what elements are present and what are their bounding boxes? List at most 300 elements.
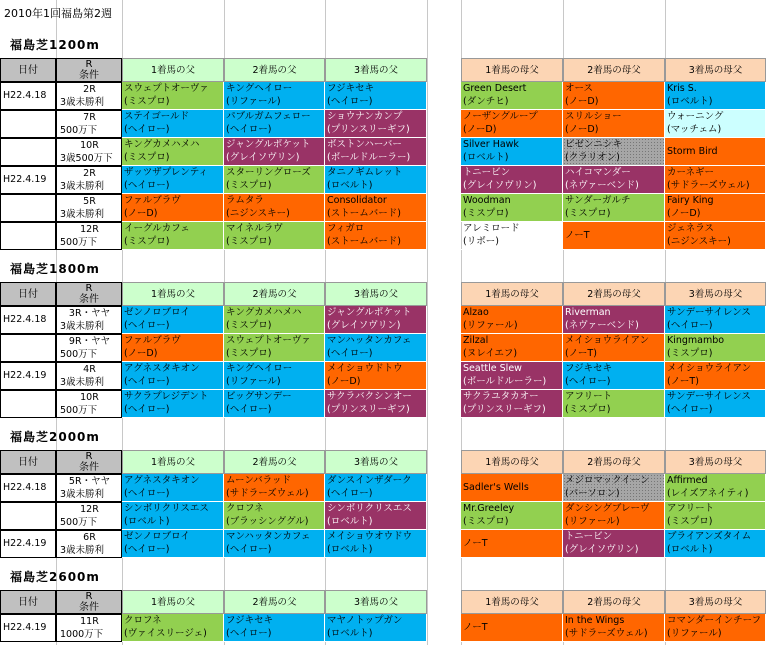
sire-2-cell: [224, 110, 325, 138]
horse-name: クロフネ: [124, 615, 162, 626]
horse-name: メイショウライアン: [667, 363, 752, 374]
header-dam-sire-label: 2着馬の母父: [587, 457, 641, 468]
horse-line: (ロベルト): [327, 516, 373, 527]
dam-sire-2-cell: [563, 110, 665, 138]
horse-line: (ノーD): [565, 96, 599, 107]
header-sire-label: 2着馬の父: [252, 597, 297, 608]
sire-3-cell: [325, 194, 427, 222]
horse-name: ジェネラス: [667, 223, 715, 234]
section-title: 福島芝2600m: [10, 570, 100, 584]
header-sire-3: [325, 282, 427, 306]
dam-sire-2-cell: [563, 138, 665, 166]
header-sire-label: 2着馬の父: [252, 457, 297, 468]
horse-line: (プリンスリーギフ): [327, 124, 410, 135]
sire-2-cell: [224, 362, 325, 390]
sire-2-cell: [224, 194, 325, 222]
horse-name: Consolidator: [327, 195, 387, 206]
horse-name: マイネルラヴ: [226, 223, 283, 234]
race-date: [0, 530, 56, 558]
dam-sire-3-cell: [665, 194, 766, 222]
horse-name: ザッツザプレンティ: [124, 167, 208, 178]
horse-name: サンダーガルチ: [565, 195, 631, 206]
horse-line: (ミスプロ): [226, 320, 272, 331]
horse-line: (ノーD): [667, 208, 701, 219]
race-number: 2R: [83, 84, 96, 95]
horse-line: (ノーD): [124, 348, 158, 359]
race-date: [0, 306, 56, 334]
dam-sire-1-cell: [461, 530, 563, 558]
dam-sire-1-cell: [461, 614, 563, 642]
horse-line: (ダンチヒ): [463, 96, 509, 107]
horse-line: (ロベルト): [463, 152, 509, 163]
dam-sire-2-cell: [563, 306, 665, 334]
dam-sire-3-cell: [665, 110, 766, 138]
header-sire-2: [224, 450, 325, 474]
horse-name: シンボリクリスエス: [327, 503, 412, 514]
race-date: [0, 502, 56, 530]
header-race: [56, 590, 122, 614]
dam-sire-3-cell: [665, 166, 766, 194]
horse-name: フィガロ: [327, 223, 365, 234]
race-number: 10R: [80, 392, 99, 403]
race-condition: 500万下: [60, 405, 98, 416]
horse-line: (ヘイロー): [124, 544, 170, 555]
race-info: [56, 82, 122, 110]
horse-name: ブライアンズタイム: [667, 531, 752, 542]
sire-3-cell: [325, 82, 427, 110]
header-dam-sire-3: [665, 450, 766, 474]
horse-name: ファルブラヴ: [124, 195, 181, 206]
dam-sire-1-cell: [461, 138, 563, 166]
sheet-title: 2010年1回福島第2週: [4, 7, 112, 20]
sire-2-cell: [224, 334, 325, 362]
race-info: [56, 334, 122, 362]
header-sire-1: [122, 590, 224, 614]
horse-line: (ミスプロ): [463, 516, 509, 527]
header-race: [56, 58, 122, 82]
header-sire-label: 1着馬の父: [150, 457, 196, 468]
race-info: [56, 530, 122, 558]
horse-name: カーネギー: [667, 167, 715, 178]
horse-line: (ロベルト): [667, 96, 713, 107]
sire-3-cell: [325, 474, 427, 502]
dam-sire-2-cell: [563, 334, 665, 362]
horse-line: (ネヴァーベンド): [565, 320, 639, 331]
race-info: [56, 502, 122, 530]
dam-sire-2-cell: [563, 502, 665, 530]
dam-sire-3-cell: [665, 362, 766, 390]
horse-name: ノーザングループ: [463, 111, 538, 122]
race-number: 5R: [83, 196, 96, 207]
header-sire-label: 3着馬の父: [353, 289, 399, 300]
header-sire-3: [325, 590, 427, 614]
horse-name: メイショウオウドウ: [327, 531, 413, 542]
dam-sire-1-cell: [461, 502, 563, 530]
header-race-cond: 条件: [79, 602, 99, 613]
horse-line: (ミスプロ): [667, 516, 713, 527]
horse-line: (ノーD): [463, 124, 497, 135]
horse-line: (サドラーズウェル): [667, 180, 750, 191]
race-date-text: H22.4.19: [3, 174, 47, 185]
horse-line: (ヘイロー): [327, 96, 373, 107]
sire-2-cell: [224, 82, 325, 110]
race-number: 7R: [83, 112, 96, 123]
horse-line: (ヘイロー): [327, 348, 373, 359]
header-sire-label: 1着馬の父: [150, 289, 196, 300]
header-dam-sire-2: [563, 282, 665, 306]
horse-line: (ストームバード): [327, 236, 401, 247]
horse-line: (ヘイロー): [226, 124, 272, 135]
race-number: 3R・ヤヤ: [68, 308, 111, 319]
horse-line: (ロベルト): [327, 628, 373, 639]
dam-sire-1-cell: [461, 194, 563, 222]
race-condition: 500万下: [60, 125, 98, 136]
header-sire-1: [122, 282, 224, 306]
horse-name: ボストンハーバー: [327, 139, 402, 150]
horse-line: (サドラーズウェル): [226, 488, 309, 499]
race-number: 6R: [83, 532, 96, 543]
horse-name: ジャングルポケット: [327, 307, 412, 318]
horse-name: ゼンノロブロイ: [124, 531, 190, 542]
race-date: [0, 194, 56, 222]
horse-name: ビゼンニシキ: [565, 139, 623, 150]
horse-name: ビッグサンデー: [226, 391, 292, 402]
race-info: [56, 362, 122, 390]
race-condition: 3歳未勝利: [60, 97, 105, 108]
race-date: [0, 614, 56, 642]
header-dam-sire-label: 2着馬の母父: [587, 597, 641, 608]
horse-line: (ヘイロー): [226, 628, 272, 639]
header-race-cond: 条件: [79, 462, 99, 473]
header-dam-sire-label: 3着馬の母父: [688, 65, 743, 76]
horse-line: (プリンスリーギフ): [463, 404, 546, 415]
header-sire-3: [325, 58, 427, 82]
horse-line: (ニジンスキー): [226, 208, 290, 219]
horse-name: ノーT: [463, 622, 488, 633]
horse-name: クロフネ: [226, 503, 264, 514]
horse-line: (ミスプロ): [463, 208, 509, 219]
horse-line: (ストームバード): [327, 208, 401, 219]
horse-name: Sadler's Wells: [463, 482, 529, 493]
header-sire-2: [224, 590, 325, 614]
horse-line: (グレイソヴリン): [463, 180, 537, 191]
dam-sire-3-cell: [665, 614, 766, 642]
horse-line: (ミスプロ): [124, 152, 170, 163]
horse-line: (ニジンスキー): [667, 236, 731, 247]
race-number: 12R: [80, 224, 99, 235]
race-date: [0, 82, 56, 110]
horse-name: Silver Hawk: [463, 139, 519, 150]
race-date: [0, 138, 56, 166]
race-number: 11R: [80, 616, 99, 627]
sire-1-cell: [122, 474, 224, 502]
section-title: 福島芝1200m: [10, 38, 100, 52]
sire-1-cell: [122, 166, 224, 194]
header-date-label: 日付: [18, 597, 38, 608]
horse-name: Fairy King: [667, 195, 714, 206]
header-race-r: R: [85, 451, 93, 462]
horse-line: (リファール): [226, 96, 281, 107]
horse-line: (ミスプロ): [565, 208, 611, 219]
dam-sire-3-cell: [665, 306, 766, 334]
race-date: [0, 110, 56, 138]
section-title: 福島芝1800m: [10, 262, 100, 276]
race-date: [0, 390, 56, 418]
sire-3-cell: [325, 362, 427, 390]
header-sire-3: [325, 450, 427, 474]
horse-line: (ミスプロ): [124, 96, 170, 107]
dam-sire-3-cell: [665, 502, 766, 530]
horse-name: Kingmambo: [667, 335, 725, 346]
dam-sire-1-cell: [461, 166, 563, 194]
horse-line: (ボールドルーラー): [327, 152, 411, 163]
horse-line: (レイズアネイティ): [667, 488, 749, 499]
horse-line: (ヘイロー): [327, 488, 373, 499]
horse-line: (ミスプロ): [565, 404, 611, 415]
horse-name: アグネスタキオン: [124, 475, 200, 486]
sire-3-cell: [325, 614, 427, 642]
horse-name: キングヘイロー: [226, 363, 293, 374]
sire-1-cell: [122, 138, 224, 166]
race-date: [0, 362, 56, 390]
header-dam-sire-3: [665, 58, 766, 82]
horse-name: サンデーサイレンス: [667, 307, 751, 318]
header-sire-label: 1着馬の父: [150, 597, 196, 608]
dam-sire-1-cell: [461, 334, 563, 362]
horse-line: (ミスプロ): [124, 236, 170, 247]
horse-line: (ロベルト): [124, 516, 170, 527]
horse-line: (クラリオン): [565, 152, 620, 163]
race-info: [56, 614, 122, 642]
horse-line: (ヘイロー): [667, 320, 713, 331]
horse-name: キングヘイロー: [226, 83, 293, 94]
sire-2-cell: [224, 222, 325, 250]
horse-name: キングカメハメハ: [226, 307, 302, 318]
sire-3-cell: [325, 138, 427, 166]
section-title: 福島芝2000m: [10, 430, 100, 444]
horse-name: アフリート: [565, 391, 613, 402]
horse-line: (ヘイロー): [226, 544, 272, 555]
header-date: [0, 590, 56, 614]
header-dam-sire-label: 1着馬の母父: [485, 289, 539, 300]
horse-name: シンボリクリスエス: [124, 503, 209, 514]
sire-2-cell: [224, 474, 325, 502]
horse-name: スウェプトオーヴァ: [226, 335, 311, 346]
horse-line: (プリンスリーギフ): [327, 404, 410, 415]
sire-1-cell: [122, 222, 224, 250]
header-dam-sire-label: 3着馬の母父: [688, 597, 743, 608]
horse-line: (ノーD): [124, 208, 158, 219]
horse-line: (ロベルト): [327, 544, 373, 555]
grid-line: [427, 0, 428, 645]
horse-name: Seattle Slew: [463, 363, 522, 374]
header-sire-2: [224, 58, 325, 82]
dam-sire-3-cell: [665, 82, 766, 110]
header-sire-label: 2着馬の父: [252, 65, 297, 76]
sire-1-cell: [122, 530, 224, 558]
header-sire-2: [224, 282, 325, 306]
header-dam-sire-2: [563, 590, 665, 614]
horse-name: ノーT: [463, 538, 488, 549]
sire-3-cell: [325, 334, 427, 362]
race-info: [56, 110, 122, 138]
horse-name: Storm Bird: [667, 146, 718, 157]
header-sire-label: 3着馬の父: [353, 457, 399, 468]
race-number: 10R: [80, 140, 99, 151]
horse-name: ウォーニング: [667, 111, 724, 122]
horse-name: アグネスタキオン: [124, 363, 200, 374]
header-date-label: 日付: [18, 289, 38, 300]
header-date-label: 日付: [18, 457, 38, 468]
horse-name: フジキセキ: [226, 615, 274, 626]
sire-3-cell: [325, 390, 427, 418]
race-date: [0, 222, 56, 250]
horse-line: (ブラッシンググル): [226, 516, 309, 527]
horse-name: サンデーサイレンス: [667, 391, 751, 402]
horse-name: オース: [565, 83, 594, 94]
horse-name: サクラバクシンオー: [327, 391, 412, 402]
sire-1-cell: [122, 306, 224, 334]
dam-sire-2-cell: [563, 474, 665, 502]
horse-line: (リファール): [667, 628, 722, 639]
header-dam-sire-label: 3着馬の母父: [688, 457, 743, 468]
race-condition: 3歳未勝利: [60, 209, 105, 220]
race-number: 5R・ヤヤ: [68, 476, 111, 487]
sire-1-cell: [122, 502, 224, 530]
sire-3-cell: [325, 222, 427, 250]
dam-sire-3-cell: [665, 474, 766, 502]
horse-name: サクラユタカオー: [463, 391, 539, 402]
sire-2-cell: [224, 530, 325, 558]
horse-line: (リファール): [463, 320, 518, 331]
horse-name: トニービン: [463, 167, 511, 178]
dam-sire-3-cell: [665, 138, 766, 166]
horse-name: イーグルカフェ: [124, 223, 190, 234]
dam-sire-1-cell: [461, 82, 563, 110]
horse-line: (ヘイロー): [667, 404, 713, 415]
dam-sire-1-cell: [461, 390, 563, 418]
race-info: [56, 390, 122, 418]
horse-name: ショウナンカンプ: [327, 111, 403, 122]
horse-name: キングカメハメハ: [124, 139, 200, 150]
sire-2-cell: [224, 166, 325, 194]
sire-1-cell: [122, 334, 224, 362]
header-date: [0, 58, 56, 82]
sire-1-cell: [122, 82, 224, 110]
horse-name: ダンシングブレーヴ: [565, 503, 650, 514]
header-sire-label: 1着馬の父: [150, 65, 196, 76]
race-info: [56, 474, 122, 502]
race-condition: 500万下: [60, 237, 98, 248]
horse-line: (パーソロン): [565, 488, 620, 499]
horse-name: スウェプトオーヴァ: [124, 83, 209, 94]
header-race-cond: 条件: [79, 70, 99, 81]
horse-name: ムーンバラッド: [226, 475, 291, 486]
sire-2-cell: [224, 306, 325, 334]
horse-line: (リファール): [565, 516, 620, 527]
header-sire-label: 3着馬の父: [353, 597, 399, 608]
race-date: [0, 334, 56, 362]
race-info: [56, 306, 122, 334]
horse-name: ラムタラ: [226, 195, 264, 206]
race-condition: 3歳未勝利: [60, 181, 105, 192]
horse-line: (ボールドルーラー): [463, 376, 547, 387]
horse-name: Green Desert: [463, 83, 527, 94]
horse-name: コマンダーインチーフ: [667, 615, 762, 626]
sire-1-cell: [122, 614, 224, 642]
horse-name: Kris S.: [667, 83, 697, 94]
sire-1-cell: [122, 362, 224, 390]
header-date: [0, 282, 56, 306]
horse-line: (サドラーズウェル): [565, 628, 648, 639]
sire-3-cell: [325, 110, 427, 138]
horse-name: タニノギムレット: [327, 167, 403, 178]
dam-sire-3-cell: [665, 530, 766, 558]
sire-1-cell: [122, 194, 224, 222]
dam-sire-2-cell: [563, 82, 665, 110]
horse-line: (グレイソヴリン): [327, 320, 401, 331]
race-number: 12R: [80, 504, 99, 515]
horse-line: (ノーT): [667, 376, 699, 387]
header-dam-sire-2: [563, 450, 665, 474]
dam-sire-2-cell: [563, 222, 665, 250]
dam-sire-3-cell: [665, 390, 766, 418]
horse-name: ダンスインザダーク: [327, 475, 412, 486]
race-date-text: H22.4.18: [3, 314, 47, 325]
race-condition: 3歳未勝利: [60, 489, 105, 500]
sire-2-cell: [224, 138, 325, 166]
horse-name: スターリングローズ: [226, 167, 311, 178]
race-info: [56, 166, 122, 194]
race-condition: 500万下: [60, 517, 98, 528]
header-dam-sire-3: [665, 282, 766, 306]
race-condition: 500万下: [60, 349, 98, 360]
header-dam-sire-1: [461, 450, 563, 474]
horse-line: (ミスプロ): [226, 236, 272, 247]
horse-line: (ロベルト): [667, 544, 713, 555]
header-dam-sire-label: 2着馬の母父: [587, 65, 641, 76]
horse-name: Alzao: [463, 307, 489, 318]
race-date-text: H22.4.18: [3, 482, 47, 493]
horse-name: マヤノトップガン: [327, 615, 403, 626]
race-date-text: H22.4.19: [3, 622, 47, 633]
horse-name: Woodman: [463, 195, 511, 206]
header-date: [0, 450, 56, 474]
header-dam-sire-1: [461, 590, 563, 614]
horse-line: (ノーT): [565, 348, 597, 359]
header-race: [56, 450, 122, 474]
sire-3-cell: [325, 306, 427, 334]
dam-sire-1-cell: [461, 306, 563, 334]
horse-line: (ヘイロー): [565, 376, 611, 387]
header-date-label: 日付: [18, 65, 38, 76]
dam-sire-1-cell: [461, 474, 563, 502]
horse-name: パブルガムフェロー: [226, 111, 311, 122]
horse-name: サクラプレジデント: [124, 391, 209, 402]
sire-2-cell: [224, 502, 325, 530]
sire-2-cell: [224, 614, 325, 642]
horse-name: ゼンノロブロイ: [124, 307, 190, 318]
dam-sire-1-cell: [461, 222, 563, 250]
horse-name: マンハッタンカフェ: [226, 531, 311, 542]
horse-line: (ヘイロー): [124, 488, 170, 499]
header-dam-sire-1: [461, 58, 563, 82]
horse-name: ハイコマンダー: [565, 167, 631, 178]
race-date-text: H22.4.19: [3, 370, 47, 381]
horse-line: (ミスプロ): [226, 180, 272, 191]
horse-name: スリルショー: [565, 111, 622, 122]
horse-name: Mr.Greeley: [463, 503, 515, 514]
